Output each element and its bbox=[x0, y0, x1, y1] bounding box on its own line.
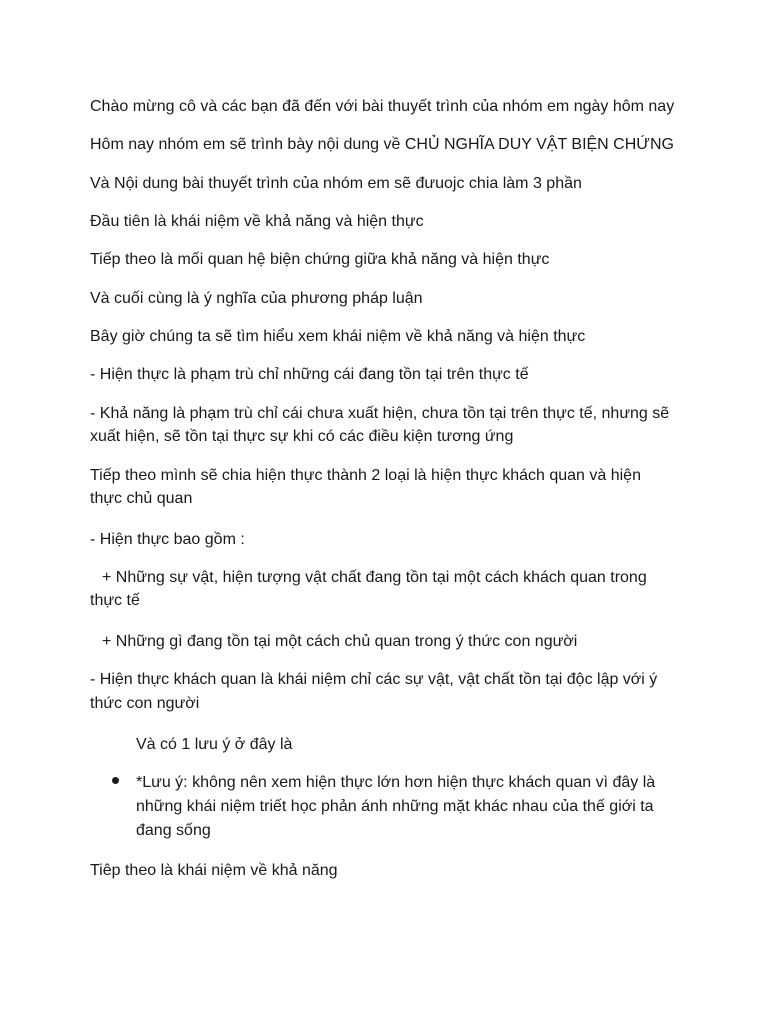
paragraph-next-possibility: Tiêp theo là khái niệm về khả năng bbox=[90, 862, 338, 879]
paragraph-note-intro: Và có 1 lưu ý ở đây là bbox=[136, 736, 293, 753]
sub-item-subjective: + Những gì đang tồn tại một cách chủ quan trong ý thức con người bbox=[102, 633, 578, 650]
paragraph-part-two: Tiếp theo là mối quan hệ biện chứng giữa khả năng và hiện thực bbox=[90, 251, 550, 268]
paragraph-part-one: Đầu tiên là khái niệm về khả năng và hiện thực bbox=[90, 213, 424, 230]
paragraph-objective-reality-line-2: thức con người bbox=[90, 695, 200, 712]
bullet-note-line-3: đang sống bbox=[136, 822, 211, 839]
paragraph-possibility-line-2: xuất hiện, sẽ tồn tại thực sự khi có các điều kiện tương ứng bbox=[90, 428, 514, 445]
sub-item-objective-line-1: + Những sự vật, hiện tượng vật chất đang tồn tại một cách khách quan trong bbox=[102, 569, 647, 586]
paragraph-possibility-line-1: - Khả năng là phạm trù chỉ cái chưa xuất hiện, chưa tồn tại trên thực tế, nhưng sẽ bbox=[90, 405, 670, 422]
bullet-note-line-2: những khái niệm triết học phản ánh những mặt khác nhau của thế giới ta bbox=[136, 798, 654, 815]
paragraph-objective-reality-line-1: - Hiện thực khách quan là khái niệm chỉ các sự vật, vật chất tồn tại độc lập với ý bbox=[90, 671, 658, 688]
paragraph-reality-types-line-1: Tiếp theo mình sẽ chia hiện thực thành 2 loại là hiện thực khách quan và hiện bbox=[90, 467, 641, 484]
sub-item-objective-line-2: thực tế bbox=[90, 592, 140, 609]
paragraph-part-three: Và cuối cùng là ý nghĩa của phương pháp luận bbox=[90, 290, 423, 307]
paragraph-outline: Và Nội dung bài thuyết trình của nhóm em sẽ đưuojc chia làm 3 phần bbox=[90, 175, 582, 192]
paragraph-intro-concepts: Bây giờ chúng ta sẽ tìm hiểu xem khái niệm về khả năng và hiện thực bbox=[90, 328, 586, 345]
paragraph-reality-includes: - Hiện thực bao gồm : bbox=[90, 531, 245, 548]
bullet-note-line-1: *Lưu ý: không nên xem hiện thực lớn hơn hiện thực khách quan vì đây là bbox=[136, 774, 656, 791]
paragraph-greeting: Chào mừng cô và các bạn đã đến với bài thuyết trình của nhóm em ngày hôm nay bbox=[90, 98, 675, 115]
bullet-icon bbox=[112, 777, 119, 784]
paragraph-topic: Hôm nay nhóm em sẽ trình bày nội dung về CHỦ NGHĨA DUY VẬT BIỆN CHỨNG bbox=[90, 136, 674, 153]
paragraph-reality-definition: - Hiện thực là phạm trù chỉ những cái đang tồn tại trên thực tế bbox=[90, 366, 529, 383]
paragraph-reality-types-line-2: thực chủ quan bbox=[90, 490, 193, 507]
